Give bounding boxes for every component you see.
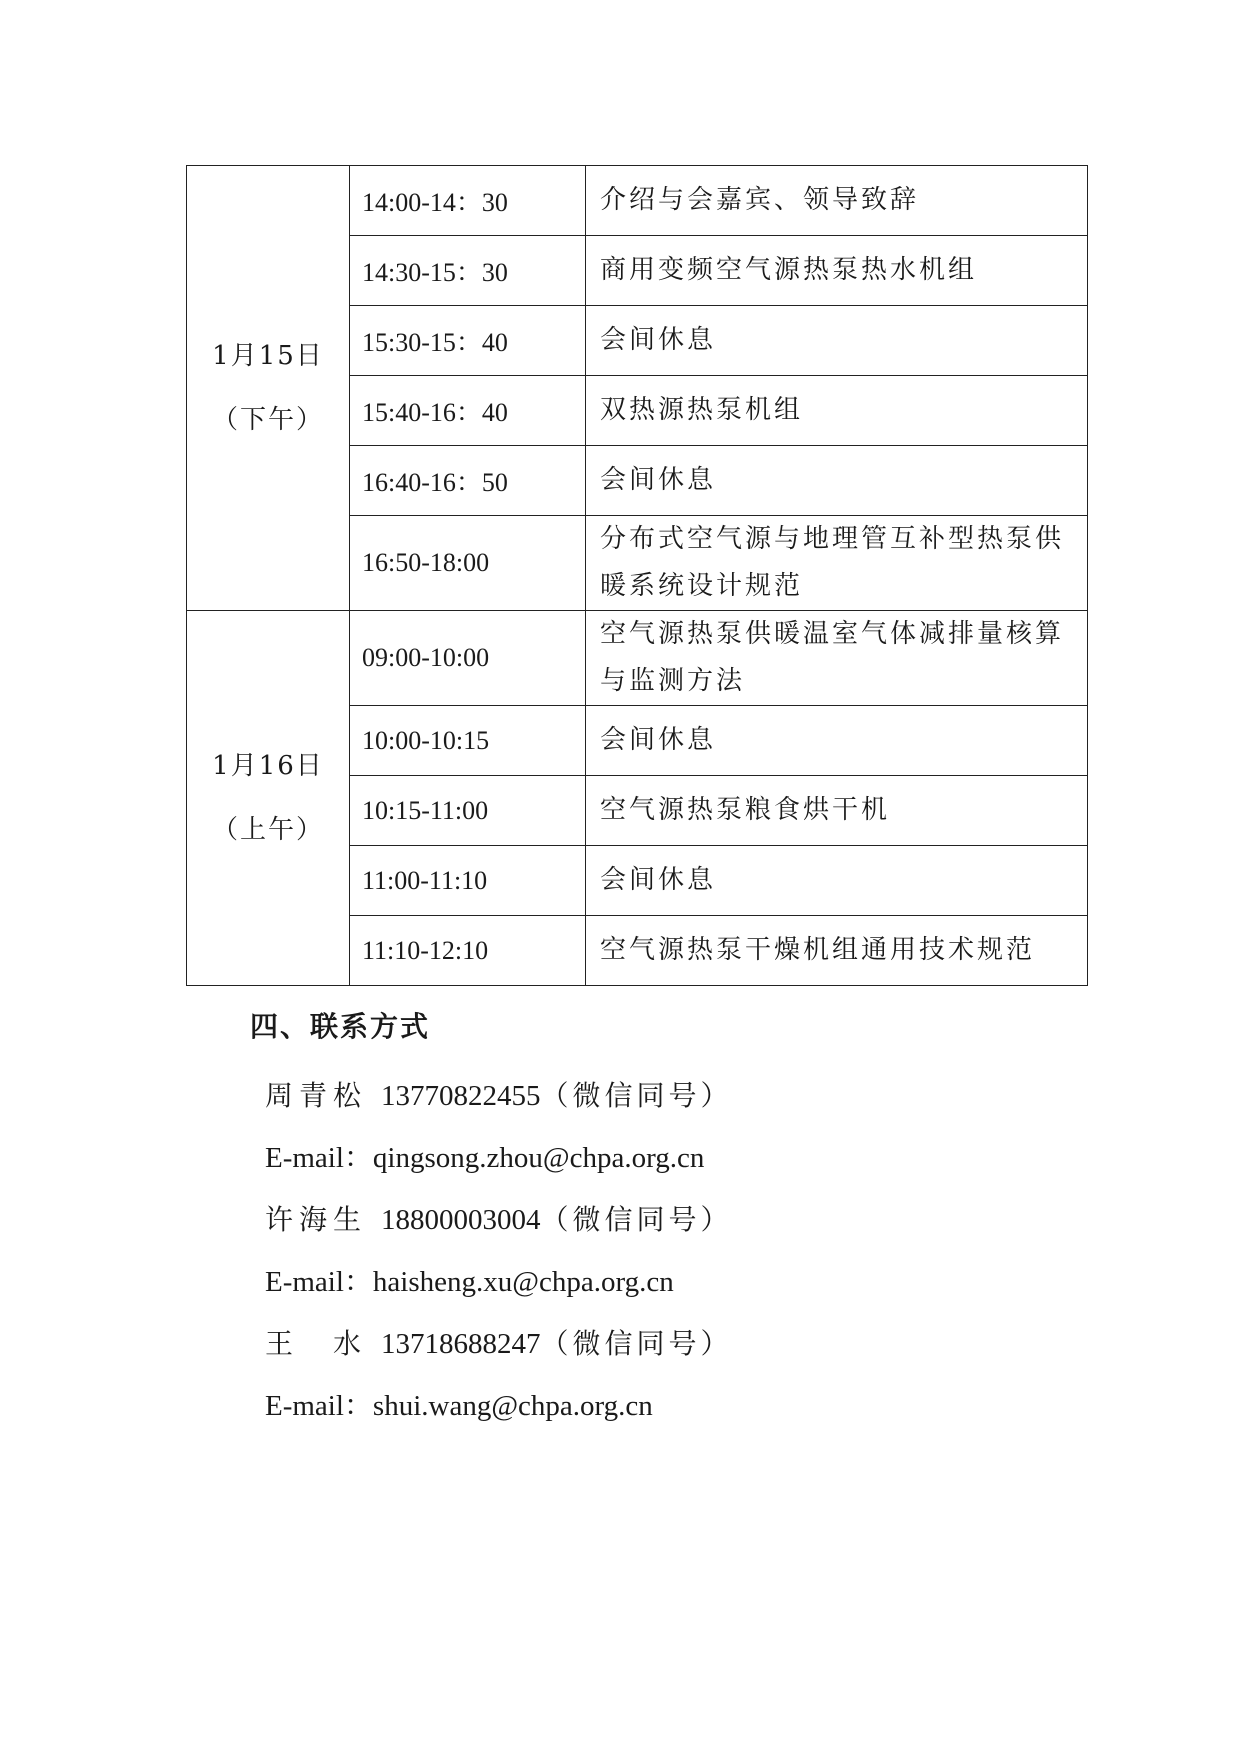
time-cell: 15:30-15：40 <box>350 306 586 376</box>
topic-cell: 会间休息 <box>586 706 1088 776</box>
contact-name: 周青松 <box>265 1079 368 1112</box>
topic-cell: 空气源热泵供暖温室气体减排量核算与监测方法 <box>586 611 1088 706</box>
time-cell: 16:40-16：50 <box>350 446 586 516</box>
time-cell: 15:40-16：40 <box>350 376 586 446</box>
email-label: E-mail： <box>265 1142 373 1174</box>
time-cell: 10:15-11:00 <box>350 776 586 846</box>
contact-email-line <box>265 1127 1050 1189</box>
phone-number: 13770822455 <box>381 1080 541 1112</box>
time-cell: 11:10-12:10 <box>350 916 586 986</box>
date-label: 1月16日 <box>212 751 324 781</box>
section-heading: 四、联系方式 <box>250 1010 431 1043</box>
wechat-note: （微信同号） <box>540 1327 733 1360</box>
time-cell: 16:50-18:00 <box>350 516 586 611</box>
table-row <box>187 611 1088 706</box>
topic-cell: 介绍与会嘉宾、领导致辞 <box>586 166 1088 236</box>
wechat-note: （微信同号） <box>540 1079 733 1112</box>
date-cell <box>187 611 350 986</box>
phone-number: 18800003004 <box>381 1204 541 1236</box>
time-cell: 14:30-15：30 <box>350 236 586 306</box>
phone-number: 13718688247 <box>381 1328 541 1360</box>
topic-cell: 双热源热泵机组 <box>586 376 1088 446</box>
topic-cell: 分布式空气源与地理管互补型热泵供暖系统设计规范 <box>586 516 1088 611</box>
contact-email-line <box>265 1251 1050 1313</box>
topic-cell: 商用变频空气源热泵热水机组 <box>586 236 1088 306</box>
email-label: E-mail： <box>265 1266 373 1298</box>
topic-cell: 会间休息 <box>586 446 1088 516</box>
topic-cell: 会间休息 <box>586 306 1088 376</box>
date-cell <box>187 166 350 611</box>
email-link[interactable]: qingsong.zhou@chpa.org.cn <box>372 1142 705 1174</box>
contact-name: 许海生 <box>265 1203 368 1236</box>
topic-cell: 空气源热泵干燥机组通用技术规范 <box>586 916 1088 986</box>
time-cell: 09:00-10:00 <box>350 611 586 706</box>
contact-phone-line <box>265 1313 1050 1375</box>
email-link[interactable]: haisheng.xu@chpa.org.cn <box>372 1266 674 1298</box>
period-label: （上午） <box>211 815 324 845</box>
time-cell: 10:00-10:15 <box>350 706 586 776</box>
contact-phone-line <box>265 1189 1050 1251</box>
email-link[interactable]: shui.wang@chpa.org.cn <box>372 1390 653 1422</box>
topic-cell: 会间休息 <box>586 846 1088 916</box>
date-label: 1月15日 <box>212 341 324 371</box>
contact-phone-line <box>265 1065 1050 1127</box>
email-label: E-mail： <box>265 1390 373 1422</box>
table-row <box>187 166 1088 236</box>
time-cell: 14:00-14：30 <box>350 166 586 236</box>
time-cell: 11:00-11:10 <box>350 846 586 916</box>
contact-name: 王 水 <box>265 1327 368 1360</box>
wechat-note: （微信同号） <box>540 1203 733 1236</box>
topic-cell: 空气源热泵粮食烘干机 <box>586 776 1088 846</box>
contact-email-line <box>265 1375 1050 1437</box>
period-label: （下午） <box>211 405 324 435</box>
contact-section <box>250 1005 1050 1437</box>
schedule-table <box>186 165 1088 986</box>
